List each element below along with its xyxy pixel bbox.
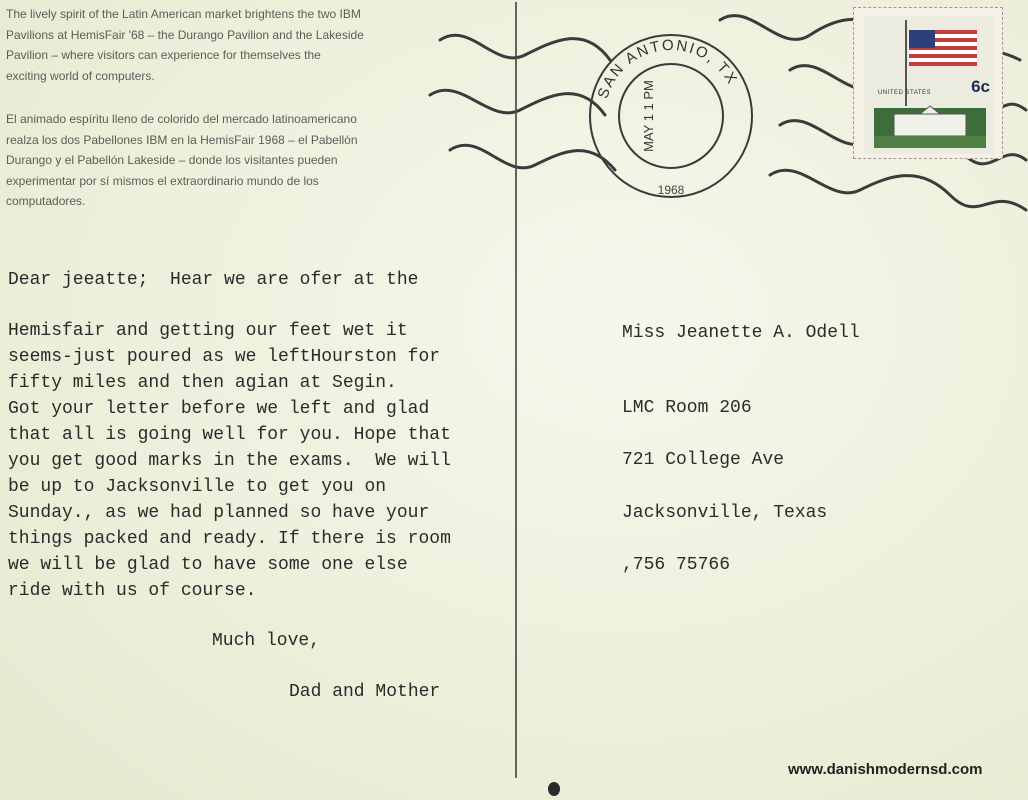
letter-signature: Dad and Mother xyxy=(289,682,441,702)
stamp-price: 6c xyxy=(971,77,990,96)
ink-spot xyxy=(548,782,560,796)
recipient-room: LMC Room 206 xyxy=(622,398,752,418)
letter-greeting: Dear jeeatte; Hear we are ofer at the xyxy=(8,270,419,290)
postmark-date: MAY 1 1 PM xyxy=(641,80,656,152)
caption-english: The lively spirit of the Latin American market brightens the two IBM Pavilions at HemisFair '68 – the Durango Pavilion and the Lakeside Pavilion – where visitors can experience for themselves the exciting world of computers. xyxy=(6,7,364,83)
postmark-city: SAN ANTONIO, TX xyxy=(594,36,742,101)
letter-body: Hemisfair and getting our feet wet it seems-just poured as we leftHourston for fifty miles and then agian at Segin. Got your letter before we left and glad that all is going well for you. Hope that you get good marks in the exams. We will be up to Jacksonville to get you on Sunday., as we had planned so have your things packed and ready. If there is room we will be glad to have some one else ride with us of course. xyxy=(8,321,451,601)
recipient-city: Jacksonville, Texas xyxy=(622,503,828,523)
stamp-country: UNITED STATES xyxy=(878,90,931,96)
letter-closing: Much love, xyxy=(212,631,321,651)
postage-stamp xyxy=(853,7,1003,159)
center-divider xyxy=(515,2,517,778)
recipient-street: 721 College Ave xyxy=(622,450,785,470)
recipient-name: Miss Jeanette A. Odell xyxy=(622,323,860,343)
website-watermark: www.danishmodernsd.com xyxy=(788,761,983,778)
caption-spanish: El animado espíritu lleno de colorido del mercado latinoamericano realza los dos Pabellones IBM en la HemisFair 1968 – el Pabellón Durango y el Pabellón Lakeside – donde los visitantes pueden experimentar por sí mismos el extraordinario mundo de los computadores. xyxy=(6,112,358,208)
recipient-zip: ,756 75766 xyxy=(622,555,731,575)
postmark-year: 1968 xyxy=(657,183,685,197)
